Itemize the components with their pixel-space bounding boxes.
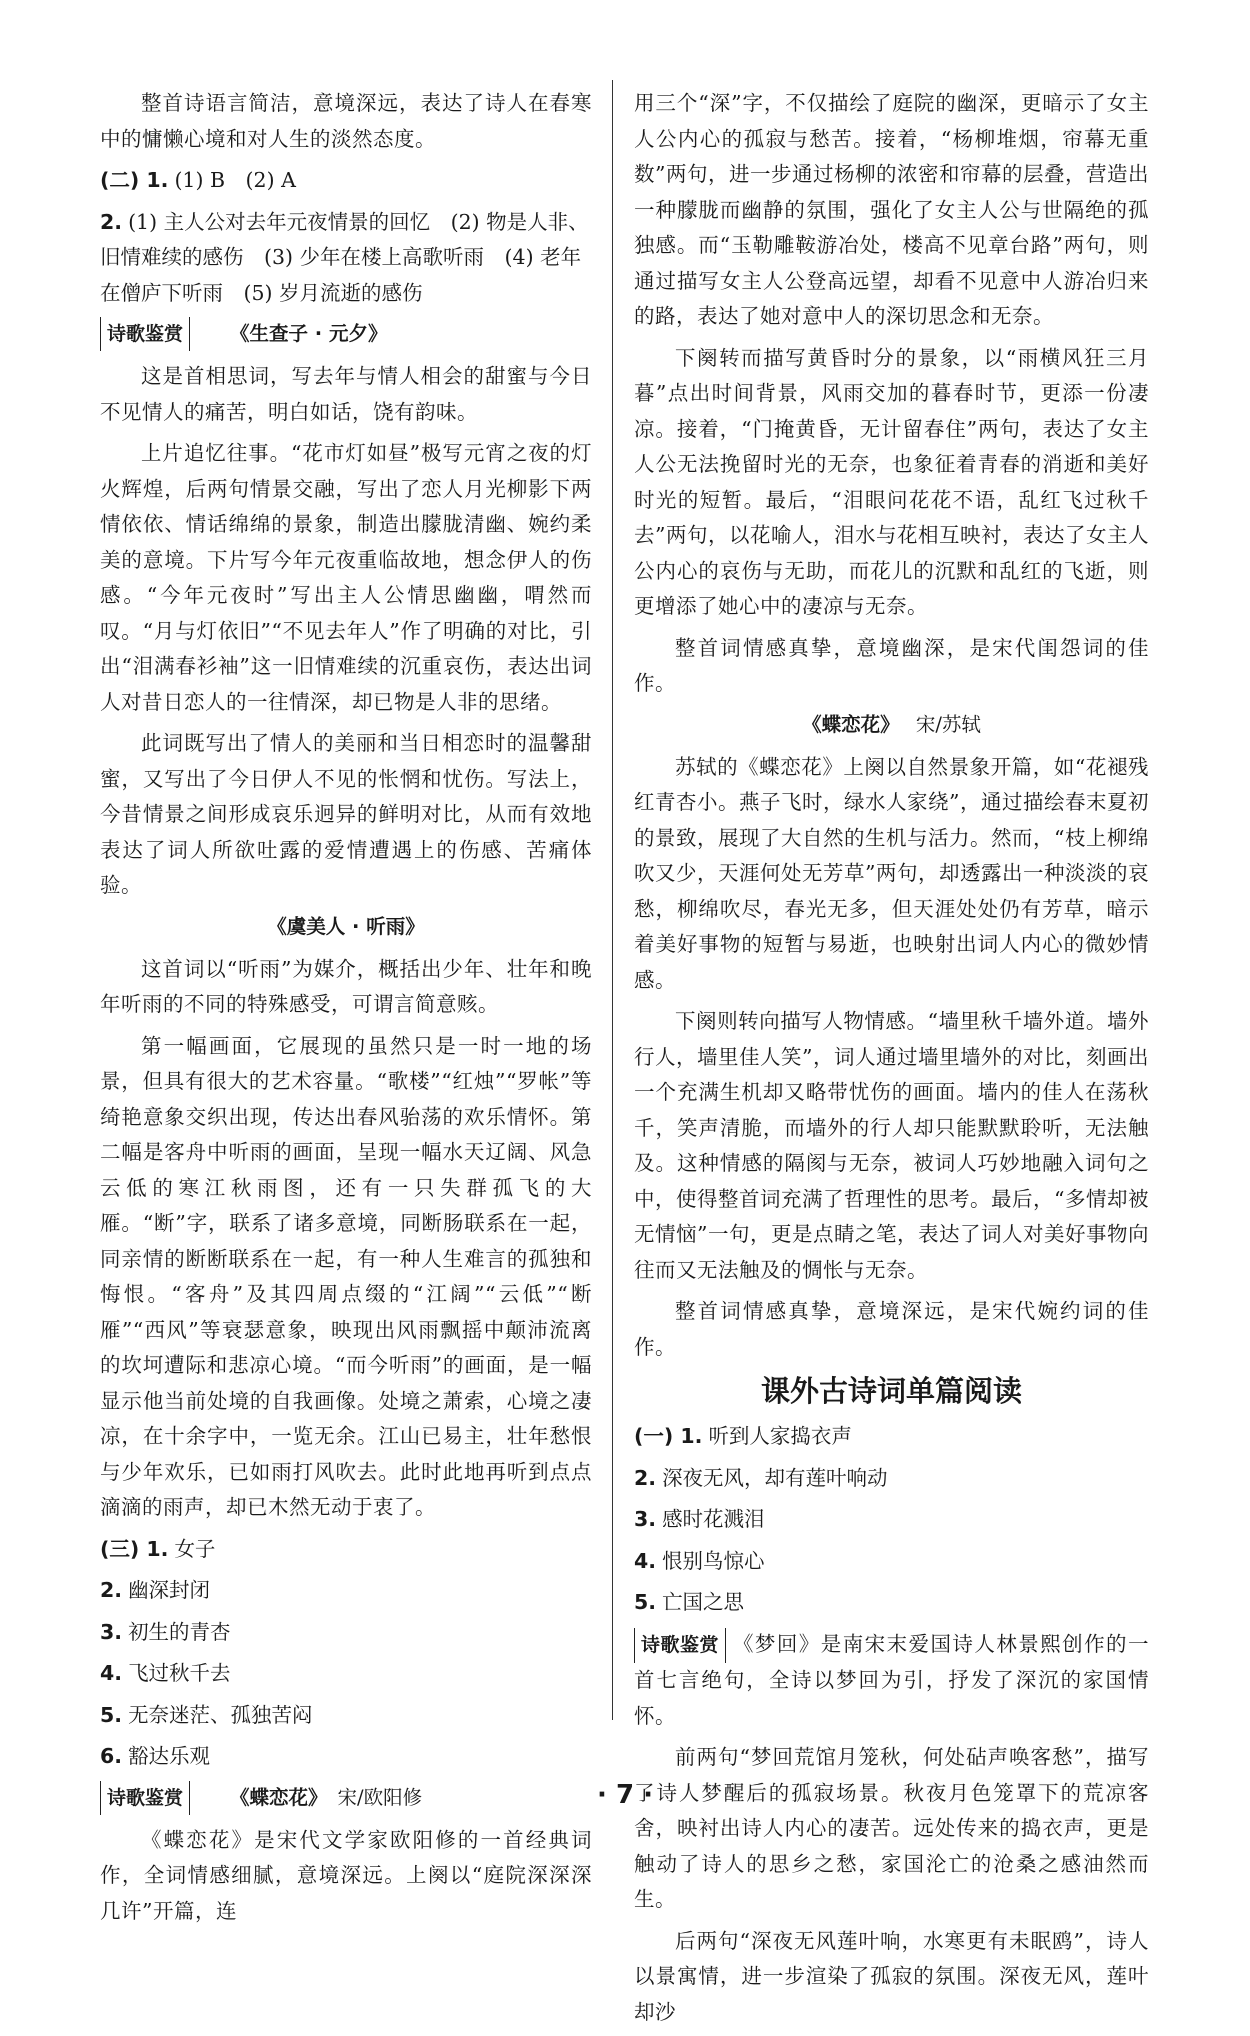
poem-author: 宋/苏轼 [915, 712, 981, 736]
answer-item [634, 1585, 1149, 1621]
answer-label: 3. [100, 1619, 123, 1644]
answer-text: (1) 主人公对去年元夜情景的回忆 (2) 物是人非、旧情难续的感伤 (3) 少年在楼上高歌听雨 (4) 老年在僧庐下听雨 (5) 岁月流逝的感伤 [100, 209, 589, 305]
answer-item [634, 1461, 1149, 1497]
poem-heading [634, 708, 1149, 742]
section-title: 课外古诗词单篇阅读 [760, 1374, 1022, 1408]
answer-text: 女子 [174, 1536, 216, 1561]
paragraph: 下阕则转向描写人物情感。“墙里秋千墙外道。墙外行人，墙里佳人笑”，词人通过墙里墙外的对比，刻画出一个充满生机却又略带忧伤的画面。墙内的佳人在荡秋千，笑声清脆，而墙外的行人却只能默默聆听，无法触及。这种情感的隔阂与无奈，被词人巧妙地融入词句之中，使得整首词充满了哲理性的思考。最后，“多情却被无情恼”一句，更是点睛之笔，表达了词人对美好事物向往而又无法触及的惆怅与无奈。 [634, 1009, 1149, 1282]
answer-text: 感时花溅泪 [662, 1507, 765, 1531]
answer-label: 2. [634, 1465, 657, 1490]
answer-item [634, 1502, 1149, 1538]
paragraph: 前两句“梦回荒馆月笼秋，何处砧声唤客愁”，描写了诗人梦醒后的孤寂场景。秋夜月色笼罩下的荒凉客舍，映衬出诗人内心的凄苦。远处传来的捣衣声，更是触动了诗人的思乡之愁，家国沦亡的沧桑之感油然而生。 [634, 1745, 1149, 1911]
answer-item [100, 1615, 592, 1651]
poem-title: 《虞美人 · 听雨》 [267, 914, 425, 938]
poem-heading [100, 910, 592, 944]
page-number: · 7 · [597, 1780, 653, 1810]
paragraph: 用三个“深”字，不仅描绘了庭院的幽深，更暗示了女主人公内心的孤寂与愁苦。接着，“杨柳堆烟，帘幕无重数”两句，进一步通过杨柳的浓密和帘幕的层叠，营造出一种朦胧而幽静的氛围，强化了女主人公与世隔绝的孤独感。而“玉勒雕鞍游冶处，楼高不见章台路”两句，则通过描写女主人公登高远望，却看不见意中人游冶归来的路，表达了她对意中人的深切思念和无奈。 [634, 91, 1149, 328]
answer-text: 听到人家捣衣声 [708, 1424, 852, 1448]
answer-label: 3. [634, 1507, 657, 1531]
paragraph: 此词既写出了情人的美丽和当日相恋时的温馨甜蜜，又写出了今日伊人不见的怅惘和忧伤。写法上，今昔情景之间形成哀乐迥异的鲜明对比，从而有效地表达了词人所欲吐露的爱情遭遇上的伤感、苦痛体验。 [100, 731, 592, 897]
answer-item [100, 1573, 592, 1609]
answer-text: 初生的青杏 [128, 1619, 231, 1644]
answer-label: 2. [100, 1578, 123, 1602]
answer-text: 深夜无风，却有莲叶响动 [662, 1465, 888, 1490]
answer-label: (三) 1. [100, 1536, 169, 1561]
answer-text: 无奈迷茫、孤独苦闷 [128, 1702, 313, 1727]
answer-item [634, 1544, 1149, 1580]
answer-label: 5. [100, 1702, 123, 1727]
answer-list-3 [100, 1532, 592, 1775]
poem-title: 《蝶恋花》 [802, 712, 900, 736]
answer-text: 恨别鸟惊心 [662, 1548, 765, 1573]
answer-label: 6. [100, 1744, 123, 1768]
answer-item [100, 1656, 592, 1692]
left-column [100, 86, 592, 1935]
paragraph: 整首诗语言简洁，意境深远，表达了诗人在春寒中的慵懒心境和对人生的淡然态度。 [100, 91, 592, 151]
answer-item [100, 1532, 592, 1568]
paragraph: 这是首相思词，写去年与情人相会的甜蜜与今日不见情人的痛苦，明白如话，饶有韵味。 [100, 364, 592, 424]
appreciation-text: 《梦回》是南宋末爱国诗人林景熙创作的一首七言绝句，全诗以梦回为引，抒发了深沉的家国情怀。 [634, 1631, 1149, 1728]
answer-label: 4. [100, 1661, 123, 1685]
poem-title: 《蝶恋花》 [230, 1785, 328, 1809]
answer-label: 2. [100, 209, 123, 234]
answer-item [100, 163, 592, 199]
appreciation-paragraph [634, 1627, 1149, 1735]
answer-item [100, 205, 592, 312]
answer-item [100, 1698, 592, 1734]
paragraph: 第一幅画面，它展现的虽然只是一时一地的场景，但具有很大的艺术容量。“歌楼”“红烛”“罗帐”等绮艳意象交织出现，传达出春风骀荡的欢乐情怀。第二幅是客舟中听雨的画面，呈现一幅水天辽阔、风急云低的寒江秋雨图，还有一只失群孤飞的大雁。“断”字，联系了诸多意境，同断肠联系在一起，同亲情的断断联系在一起，有一种人生难言的孤独和悔恨。“客舟”及其四周点缀的“江阔”“云低”“断雁”“西风”等衰瑟意象，映现出风雨飘摇中颠沛流离的坎坷遭际和悲凉心境。“而今听雨”的画面，是一幅显示他当前处境的自我画像。处境之萧索，心境之凄凉，在十余字中，一览无余。江山已易主，壮年愁恨与少年欢乐，已如雨打风吹去。此时此地再听到点点滴滴的雨声，却已木然无动于衷了。 [100, 1033, 592, 1519]
answer-list-1 [634, 1419, 1149, 1621]
paragraph: 这首词以“听雨”为媒介，概括出少年、壮年和晚年听雨的不同的特殊感受，可谓言简意赅。 [100, 956, 592, 1016]
answer-label: 4. [634, 1548, 657, 1573]
answer-text: 幽深封闭 [128, 1578, 211, 1602]
appreciation-header [100, 317, 592, 351]
answer-label: 5. [634, 1590, 657, 1614]
paragraph: 下阕转而描写黄昏时分的景象，以“雨横风狂三月暮”点出时间背景，风雨交加的暮春时节，更添一份凄凉。接着，“门掩黄昏，无计留春住”两句，表达了女主人公无法挽留时光的无奈，也象征着青春的消逝和美好时光的短暂。最后，“泪眼问花花不语，乱红飞过秋千去”两句，以花喻人，泪水与花相互映衬，表达了女主人公内心的哀伤与无助，而花儿的沉默和乱红的飞逝，则更增添了她心中的凄凉与无奈。 [634, 345, 1149, 618]
right-column [634, 86, 1149, 2036]
appreciation-tag: 诗歌鉴赏 [100, 317, 190, 351]
column-divider [612, 80, 613, 1720]
answer-text: (1) B (2) A [174, 168, 296, 192]
answer-item [634, 1419, 1149, 1455]
paragraph: 后两句“深夜无风莲叶响，水寒更有未眠鸥”，诗人以景寓情，进一步渲染了孤寂的氛围。深夜无风，莲叶却沙 [634, 1928, 1149, 2024]
answer-label: (一) 1. [634, 1424, 703, 1448]
paragraph: 苏轼的《蝶恋花》上阕以自然景象开篇，如“花褪残红青杏小。燕子飞时，绿水人家绕”，通过描绘春末夏初的景致，展现了大自然的生机与活力。然而，“枝上柳绵吹又少，天涯何处无芳草”两句，却透露出一种淡淡的哀愁，柳绵吹尽，春光无多，但天涯处处仍有芳草，暗示着美好事物的短暂与易逝，也映射出词人内心的微妙情感。 [634, 754, 1149, 992]
poem-title: 《生查子 · 元夕》 [230, 322, 388, 345]
answer-text: 豁达乐观 [128, 1744, 211, 1768]
answer-label: (二) 1. [100, 168, 169, 192]
paragraph: 《蝶恋花》是宋代文学家欧阳修的一首经典词作，全词情感细腻，意境深远。上阕以“庭院深深深几许”开篇，连 [100, 1827, 592, 1923]
answer-text: 亡国之思 [662, 1590, 745, 1614]
answer-item [100, 1739, 592, 1775]
appreciation-tag: 诗歌鉴赏 [100, 1781, 190, 1815]
paragraph: 整首词情感真挚，意境幽深，是宋代闺怨词的佳作。 [634, 635, 1149, 695]
poem-author: 宋/欧阳修 [337, 1785, 423, 1809]
paragraph: 上片追忆往事。“花市灯如昼”极写元宵之夜的灯火辉煌，后两句情景交融，写出了恋人月光柳影下两情依依、情话绵绵的景象，制造出朦胧清幽、婉约柔美的意境。下片写今年元夜重临故地，想念伊人的伤感。“今年元夜时”写出主人公情思幽幽，喟然而叹。“月与灯依旧”“不见去年人”作了明确的对比，引出“泪满春衫袖”这一旧情难续的沉重哀伤，表达出词人对昔日恋人的一往情深，却已物是人非的思绪。 [100, 441, 592, 714]
answer-text: 飞过秋千去 [128, 1661, 231, 1685]
paragraph: 整首词情感真挚，意境深远，是宋代婉约词的佳作。 [634, 1299, 1149, 1359]
appreciation-tag: 诗歌鉴赏 [634, 1628, 726, 1664]
